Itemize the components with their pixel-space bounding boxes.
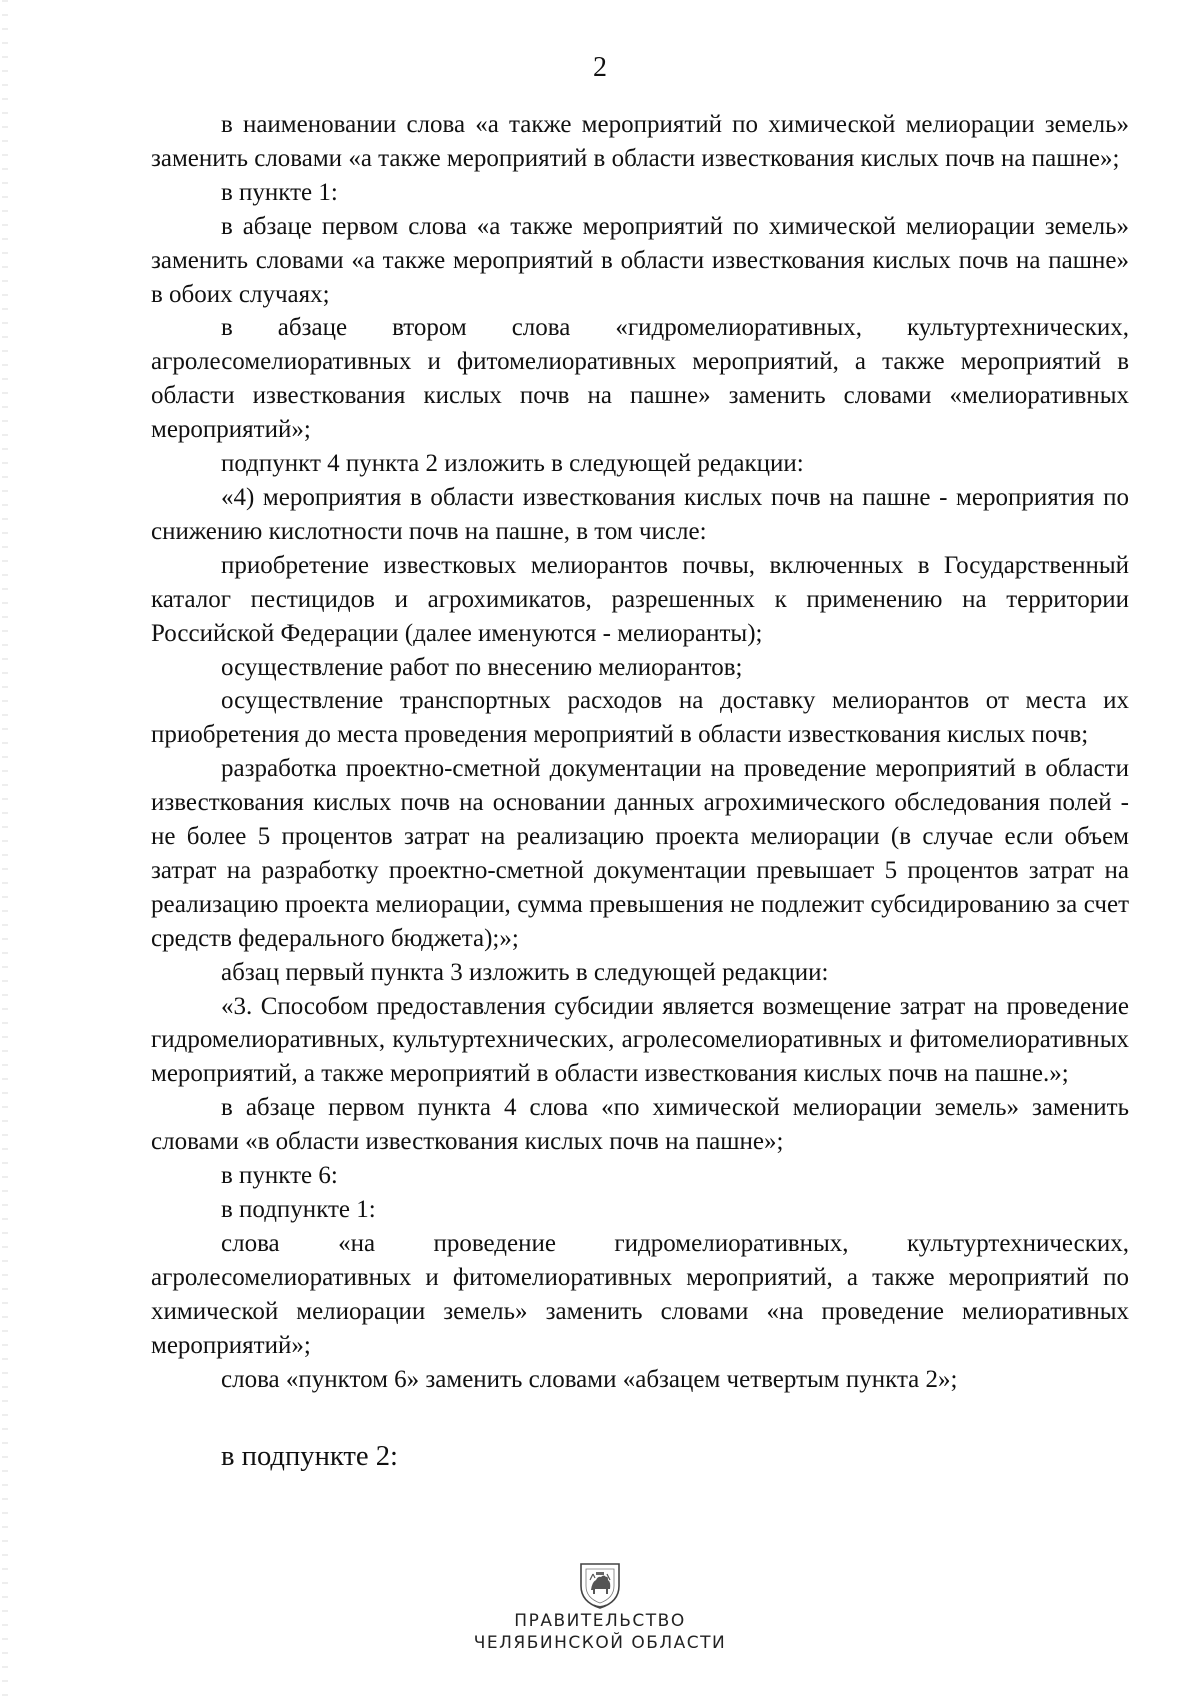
paragraph: абзац первый пункта 3 изложить в следующей редакции:: [221, 958, 829, 986]
page-number: 2: [593, 52, 607, 83]
paragraph: в наименовании слова «а также мероприятий по химической мелиорации земель» заменить словами «а также мероприятий в области известкования кислых почв на пашне»;: [151, 111, 1129, 172]
coat-of-arms-icon: [577, 1560, 623, 1610]
paragraph: в пункте 6:: [221, 1162, 338, 1190]
paragraph: «4) мероприятия в области известкования кислых почв на пашне - мероприятия по снижению кислотности почв на пашне, в том числе:: [151, 483, 1129, 545]
scan-margin-artifact: [2, 0, 8, 1698]
trailing-paragraph: в подпункте 2:: [221, 1441, 398, 1472]
paragraph: подпункт 4 пункта 2 изложить в следующей редакции:: [221, 450, 804, 478]
organization-name-line2: ЧЕЛЯБИНСКОЙ ОБЛАСТИ: [473, 1633, 727, 1653]
paragraph: приобретение известковых мелиорантов почвы, включенных в Государственный каталог пестицидов и агрохимикатов, разрешенных к применению на территории Российской Федерации (далее именуются - мелиоранты);: [151, 551, 1129, 647]
paragraph: в абзаце первом слова «а также мероприятий по химической мелиорации земель» заменить словами «а также мероприятий в области известкования кислых почв на пашне» в обоих случаях;: [151, 212, 1129, 308]
paragraph: слова «на проведение гидромелиоративных, культуртехнических, агролесомелиоративных и фитомелиоративных мероприятий, а также мероприятий по химической мелиорации земель» заменить словами «на проведение мелиоративных мероприятий»;: [151, 1229, 1129, 1359]
paragraph: в подпункте 1:: [221, 1196, 376, 1223]
organization-name-line1: ПРАВИТЕЛЬСТВО: [514, 1611, 686, 1631]
paragraph: осуществление транспортных расходов на доставку мелиорантов от места их приобретения до места проведения мероприятий в области известкования кислых почв;: [151, 687, 1129, 749]
paragraph: в абзаце втором слова «гидромелиоративных, культуртехнических, агролесомелиоративных и фитомелиоративных мероприятий, а также мероприятий в области известкования кислых почв на пашне» заменить словами «мелиоративных мероприятий»;: [151, 314, 1129, 444]
paragraph: слова «пунктом 6» заменить словами «абзацем четвертым пункта 2»;: [221, 1365, 958, 1393]
document-body: [151, 108, 1129, 1396]
paragraph: в абзаце первом пункта 4 слова «по химической мелиорации земель» заменить словами «в области известкования кислых почв на пашне»;: [151, 1094, 1129, 1156]
paragraph: осуществление работ по внесению мелиорантов;: [221, 653, 743, 681]
paragraph: «3. Способом предоставления субсидии является возмещение затрат на проведение гидромелиоративных, культуртехнических, агролесомелиоративных и фитомелиоративных мероприятий, а также мероприятий в области известкования кислых почв на пашне.»;: [151, 992, 1129, 1088]
footer-stamp: [0, 1560, 1200, 1654]
paragraph: разработка проектно-сметной документации на проведение мероприятий в области известкования кислых почв на основании данных агрохимического обследования полей - не более 5 процентов затрат на реализацию проекта мелиорации (в случае если объем затрат на разработку проектно-сметной документации превышает 5 процентов затрат на реализацию проекта мелиорации, сумма превышения не подлежит субсидированию за счет средств федерального бюджета);»;: [151, 755, 1129, 952]
paragraph: в пункте 1:: [221, 178, 338, 206]
